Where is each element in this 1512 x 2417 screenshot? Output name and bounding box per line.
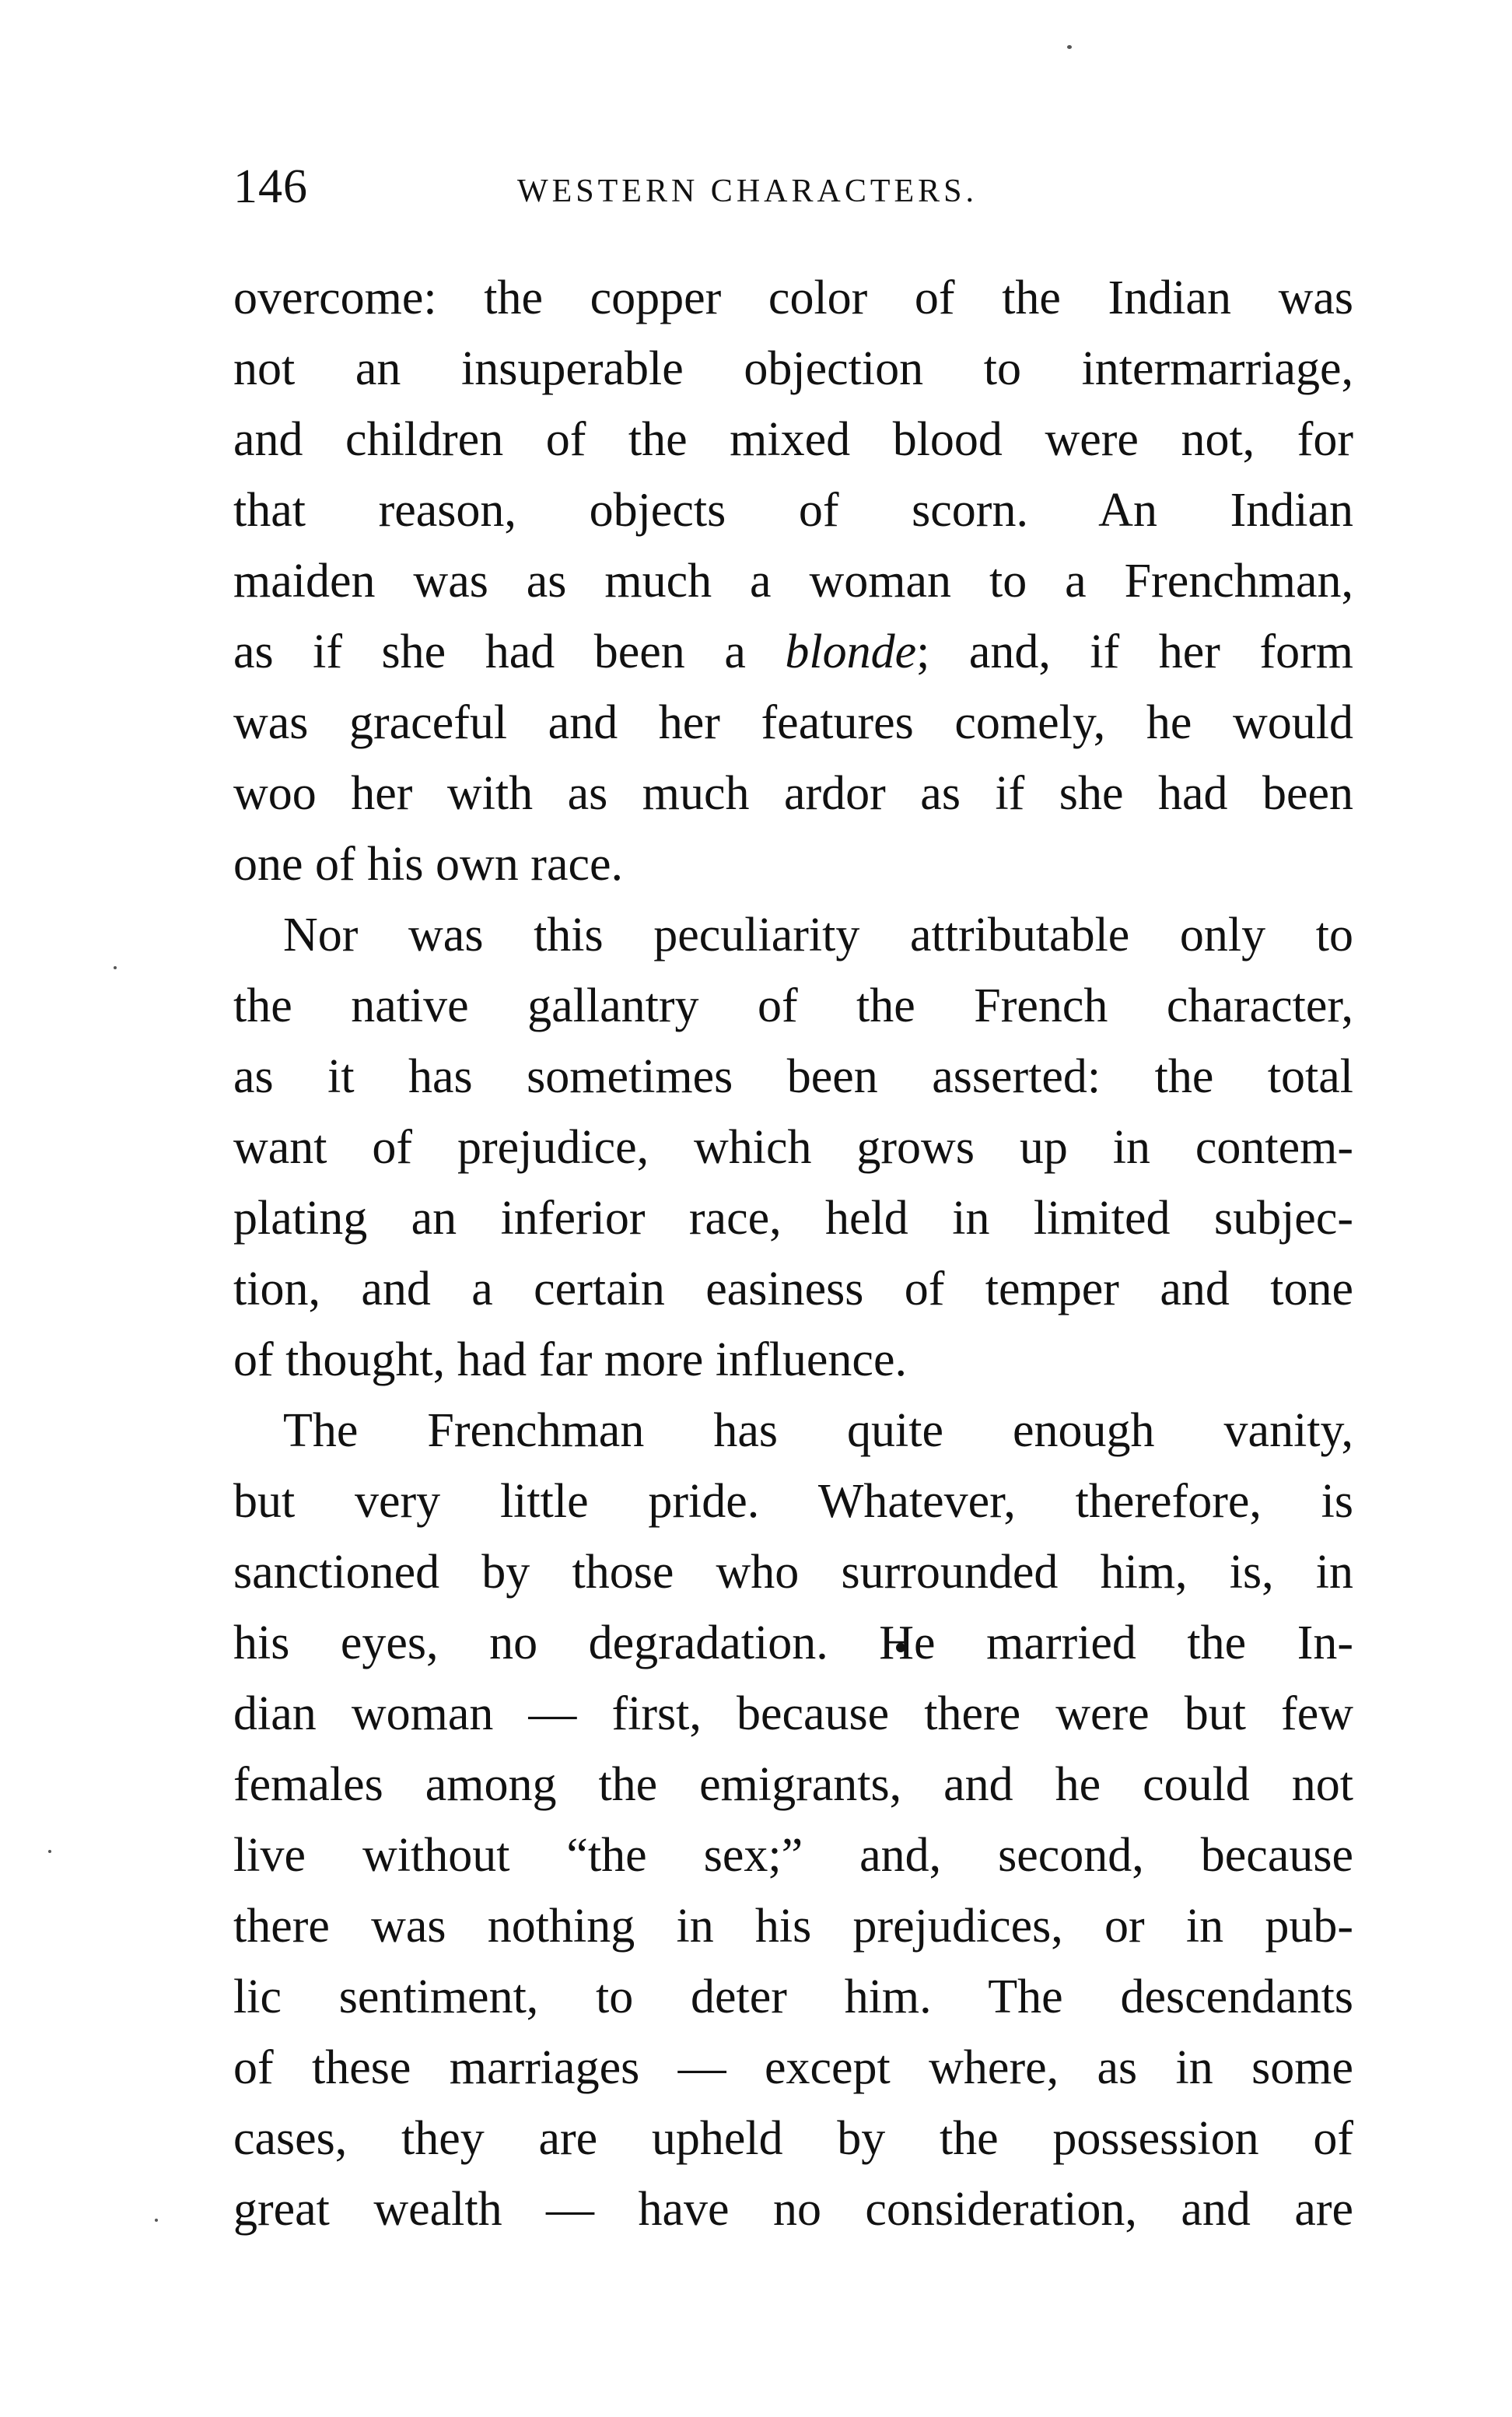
- print-speck: [48, 1850, 51, 1853]
- paragraph-first-line: Nor was this peculiarity attributable only to: [283, 909, 1353, 962]
- text-line: was graceful and her features comely, he would: [233, 696, 1353, 749]
- text-line: tion, and a certain easiness of temper and tone: [233, 1263, 1353, 1315]
- page-header: [233, 159, 1353, 229]
- text-line: that reason, objects of scorn. An Indian: [233, 484, 1353, 537]
- text-line: not an insuperable objection to intermarriage,: [233, 342, 1353, 395]
- text-segment: ; and, if her form: [916, 625, 1353, 678]
- text-line: plating an inferior race, held in limited subjec-: [233, 1192, 1353, 1245]
- text-line: females among the emigrants, and he could not: [233, 1758, 1353, 1811]
- text-line: of these marriages — except where, as in some: [233, 2041, 1353, 2094]
- text-line: of thought, had far more influence.: [233, 1333, 907, 1386]
- text-line: one of his own race.: [233, 838, 623, 891]
- text-line: live without “the sex;” and, second, because: [233, 1829, 1353, 1882]
- text-line: dian woman — first, because there were but few: [233, 1687, 1353, 1740]
- running-head: WESTERN CHARACTERS.: [517, 173, 978, 209]
- text-line: his eyes, no degradation. He married the In-: [233, 1617, 1353, 1669]
- text-line-blonde: [233, 617, 1353, 688]
- text-line: cases, they are upheld by the possession of: [233, 2112, 1353, 2165]
- italic-word: blonde: [785, 625, 917, 678]
- print-speck: [1067, 45, 1072, 49]
- page-number: 146: [233, 160, 308, 213]
- text-line: maiden was as much a woman to a Frenchman,: [233, 555, 1353, 608]
- text-line: great wealth — have no consideration, and are: [233, 2183, 1353, 2236]
- text-line: but very little pride. Whatever, therefore, is: [233, 1475, 1353, 1528]
- text-line: overcome: the copper color of the Indian was: [233, 271, 1353, 324]
- text-line: as it has sometimes been asserted: the total: [233, 1050, 1353, 1103]
- text-line: the native gallantry of the French character,: [233, 979, 1353, 1032]
- text-line: lic sentiment, to deter him. The descendants: [233, 1970, 1353, 2023]
- text-line: and children of the mixed blood were not, for: [233, 413, 1353, 466]
- text-line: want of prejudice, which grows up in contem-: [233, 1121, 1353, 1174]
- text-segment: as if she had been a: [233, 625, 786, 678]
- paragraph-first-line: The Frenchman has quite enough vanity,: [283, 1404, 1353, 1457]
- text-line: sanctioned by those who surrounded him, is, in: [233, 1546, 1353, 1599]
- print-speck: [155, 2219, 158, 2222]
- text-line: there was nothing in his prejudices, or in pub-: [233, 1900, 1353, 1953]
- print-speck: [114, 966, 117, 969]
- body-text: [233, 263, 1353, 2245]
- text-line: woo her with as much ardor as if she had been: [233, 767, 1353, 820]
